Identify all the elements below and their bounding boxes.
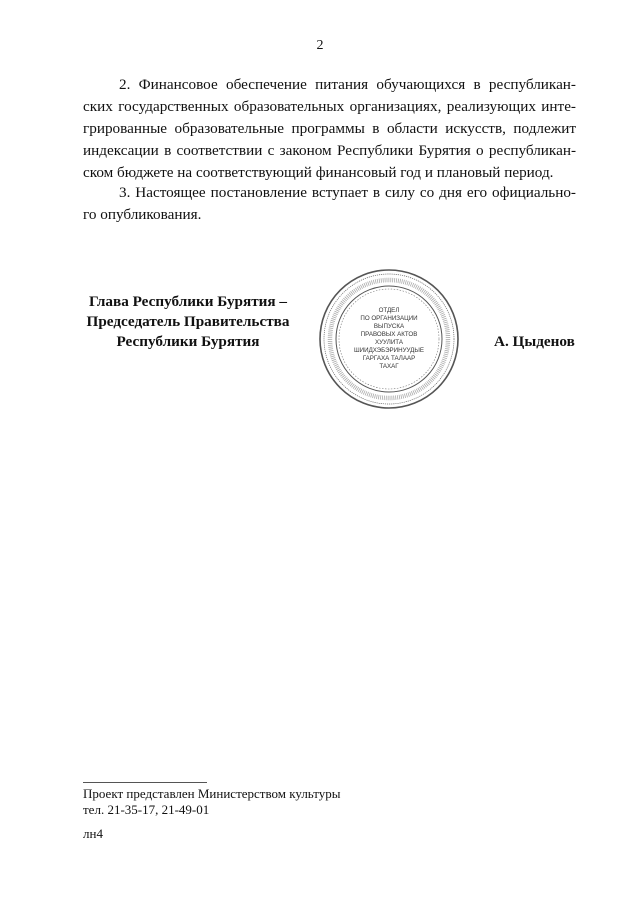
paragraph-3 <box>83 182 576 226</box>
seal-line: ВЫПУСКА <box>373 323 405 330</box>
footer-project-note: Проект представлен Министерством культуры <box>83 786 341 801</box>
seal-line: ПРАВОВЫХ АКТОВ <box>360 331 418 338</box>
seal-line: ПО ОРГАНИЗАЦИИ <box>360 315 418 322</box>
seal-line: ТАХАГ <box>379 363 399 370</box>
signatory-name: А. Цыденов <box>494 333 575 350</box>
seal-line: ХУУЛИТА <box>375 339 403 346</box>
footer-doc-code: лн4 <box>83 826 103 841</box>
paragraph-2 <box>83 74 576 184</box>
paragraph-line: ских государственных образовательных организациях, реализующих инте- <box>83 98 576 115</box>
seal-line: ГАРГАХА ТАЛААР <box>362 355 416 362</box>
footer-phone: тел. 21-35-17, 21-49-01 <box>83 802 210 817</box>
paragraph-line: грированные образовательные программы в области искусств, подлежит <box>83 120 576 137</box>
seal-line: ШИИДХЭБЭРИНУУДЫЕ <box>354 347 424 354</box>
signature-title-line: Председатель Правительства <box>86 313 290 330</box>
seal-line: ОТДЕЛ <box>378 307 400 314</box>
footer-divider <box>83 782 207 783</box>
paragraph-line: 2. Финансовое обеспечение питания обучающихся в республикан- <box>119 76 576 93</box>
paragraph-line: го опубликования. <box>83 206 202 223</box>
signature-title <box>83 292 293 352</box>
signature-title-line: Республики Бурятия <box>116 333 260 350</box>
official-seal <box>318 268 460 410</box>
paragraph-line: 3. Настоящее постановление вступает в силу со дня его официально- <box>119 184 576 201</box>
paragraph-line: индексации в соответствии с законом Республики Бурятия о республикан- <box>83 142 576 159</box>
seal-text <box>318 268 460 410</box>
paragraph-line: ском бюджете на соответствующий финансовый год и плановый период. <box>83 164 554 181</box>
signature-title-line: Глава Республики Бурятия – <box>88 293 288 310</box>
page-number: 2 <box>316 38 324 53</box>
